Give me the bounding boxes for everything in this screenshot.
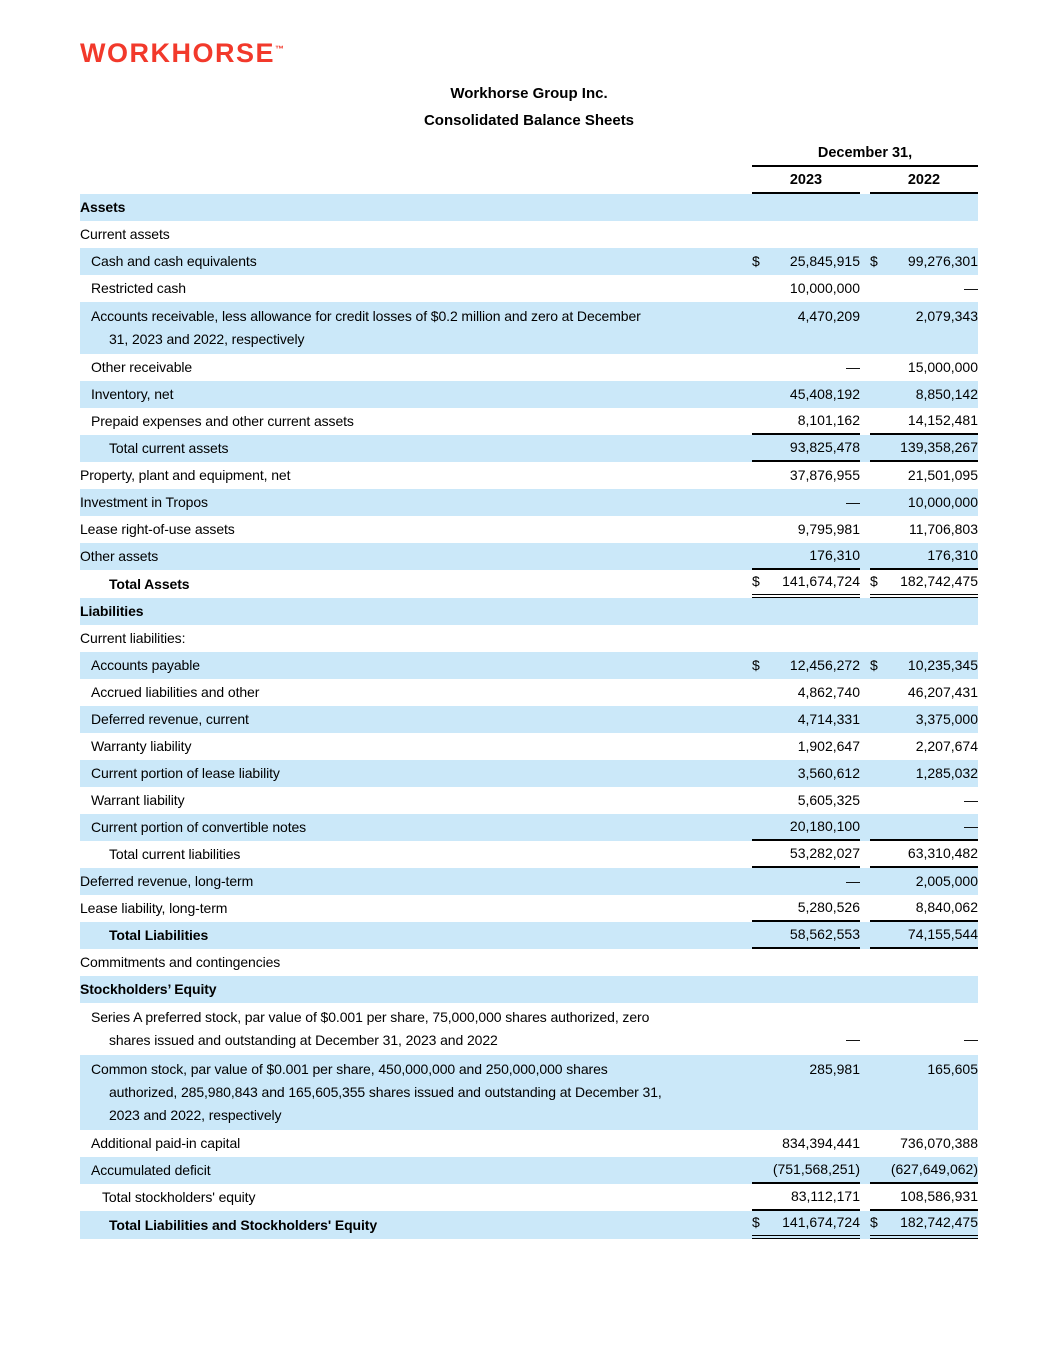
dollar-sign: $ — [870, 573, 878, 589]
amount-value: (627,649,062) — [890, 1160, 978, 1177]
row-label — [80, 1058, 742, 1127]
value-2022-cell — [870, 489, 978, 516]
amount-value: 21,501,095 — [907, 466, 978, 483]
header-spacer — [80, 130, 742, 167]
amount-value: 5,605,325 — [797, 791, 860, 808]
amount-value: 99,276,301 — [907, 252, 978, 269]
row-label-line: Investment in Tropos — [80, 494, 208, 510]
row-label — [80, 976, 742, 1003]
amount-value: 8,850,142 — [915, 385, 978, 402]
row-label-line: Commitments and contingencies — [80, 954, 281, 970]
row-label — [80, 1211, 742, 1239]
row-label-line: Liabilities — [80, 603, 144, 619]
amount-value: 53,282,027 — [789, 844, 860, 861]
row-label — [80, 543, 742, 570]
year-header-row — [80, 167, 978, 194]
row-label-line: Total Assets — [109, 575, 190, 592]
value-2023-cell — [752, 868, 860, 895]
value-2023-cell — [752, 706, 860, 733]
row-label-line: Cash and cash equivalents — [91, 253, 257, 269]
row-label-line: shares issued and outstanding at December 31, 2023 and 2022 — [109, 1032, 498, 1048]
value-2022-cell — [870, 1157, 978, 1184]
date-header: December 31, — [752, 144, 978, 167]
row-label-line: Total current assets — [109, 440, 229, 456]
amount-value: 3,375,000 — [915, 710, 978, 727]
row-label-line: 31, 2023 and 2022, respectively — [109, 331, 305, 347]
amount-value: 9,795,981 — [797, 520, 860, 537]
row-label-line: Deferred revenue, current — [91, 711, 249, 727]
row-label-line: Lease right-of-use assets — [80, 521, 235, 537]
amount-value: 182,742,475 — [900, 573, 978, 589]
amount-value: 2,079,343 — [915, 308, 978, 324]
value-2023-cell — [752, 462, 860, 489]
amount-value: — — [964, 817, 978, 834]
row-label — [80, 1157, 742, 1184]
table-row — [80, 760, 978, 787]
amount-value: 3,560,612 — [797, 764, 860, 781]
amount-value: 20,180,100 — [789, 817, 860, 834]
row-label — [80, 1006, 742, 1052]
value-2023-cell — [752, 733, 860, 760]
amount-value: 108,586,931 — [900, 1187, 978, 1204]
row-label — [80, 1130, 742, 1157]
table-row — [80, 976, 978, 1003]
amount-value: 141,674,724 — [782, 1214, 860, 1230]
row-label — [80, 814, 742, 841]
table-row — [80, 1211, 978, 1239]
row-label-line: Stockholders’ Equity — [80, 981, 217, 997]
table-row — [80, 841, 978, 868]
value-2022-cell — [870, 733, 978, 760]
row-label-line: Prepaid expenses and other current assets — [91, 413, 354, 429]
row-label-line: Common stock, par value of $0.001 per share, 450,000,000 and 250,000,000 shares — [91, 1061, 608, 1077]
amount-value: (751,568,251) — [772, 1160, 860, 1177]
value-2023-cell — [752, 922, 860, 949]
value-2023-cell — [752, 435, 860, 462]
value-2023-cell — [752, 652, 860, 679]
value-2022-cell — [870, 922, 978, 949]
amount-value: 8,840,062 — [915, 898, 978, 915]
amount-value: 10,000,000 — [907, 493, 978, 510]
table-row — [80, 625, 978, 652]
amount-value: 11,706,803 — [908, 520, 978, 537]
amount-value: — — [964, 791, 978, 808]
table-row — [80, 435, 978, 462]
value-2022-cell — [870, 679, 978, 706]
row-label-line: Total Liabilities — [109, 927, 209, 943]
row-label-line: Additional paid-in capital — [91, 1135, 241, 1151]
value-2023-cell — [752, 1211, 860, 1239]
value-2022-cell — [870, 1006, 978, 1052]
value-2022-cell — [870, 194, 978, 221]
value-2022-cell — [870, 706, 978, 733]
table-row — [80, 543, 978, 570]
value-2023-cell — [752, 516, 860, 543]
value-2023-cell — [752, 895, 860, 922]
table-row — [80, 570, 978, 598]
value-2023-cell — [752, 1184, 860, 1211]
value-2023-cell — [752, 625, 860, 652]
row-label — [80, 408, 742, 435]
row-label — [80, 679, 742, 706]
row-label — [80, 760, 742, 787]
row-label-line: Series A preferred stock, par value of $0.001 per share, 75,000,000 shares authorized, zero — [91, 1009, 650, 1025]
row-label-line: Accumulated deficit — [91, 1162, 211, 1178]
row-label-line: Accounts receivable, less allowance for credit losses of $0.2 million and zero at December — [91, 308, 641, 324]
value-2022-cell — [870, 435, 978, 462]
value-2022-cell — [870, 652, 978, 679]
value-2022-cell — [870, 598, 978, 625]
value-2023-cell — [752, 949, 860, 976]
table-row — [80, 1184, 978, 1211]
amount-value: 45,408,192 — [789, 385, 860, 402]
row-label-line: Deferred revenue, long-term — [80, 873, 254, 889]
row-label — [80, 354, 742, 381]
row-label — [80, 275, 742, 302]
amount-value: 15,000,000 — [907, 358, 978, 375]
table-row — [80, 679, 978, 706]
table-row — [80, 733, 978, 760]
value-2023-cell — [752, 814, 860, 841]
row-label — [80, 733, 742, 760]
value-2022-cell — [870, 787, 978, 814]
row-label — [80, 381, 742, 408]
amount-value: 93,825,478 — [789, 438, 860, 455]
value-2023-cell — [752, 381, 860, 408]
row-label — [80, 305, 742, 351]
amount-value: 8,101,162 — [797, 411, 860, 428]
amount-value: 141,674,724 — [782, 573, 860, 589]
amount-value: 139,358,267 — [900, 438, 978, 455]
value-2023-cell — [752, 1130, 860, 1157]
row-label — [80, 516, 742, 543]
row-label-line: Property, plant and equipment, net — [80, 467, 291, 483]
amount-value: 63,310,482 — [907, 844, 978, 861]
value-2022-cell — [870, 625, 978, 652]
amount-value: 14,152,481 — [907, 411, 978, 428]
amount-value: 4,470,209 — [797, 308, 860, 324]
amount-value: 285,981 — [809, 1061, 860, 1077]
value-2023-cell — [752, 679, 860, 706]
date-header-row — [80, 130, 978, 167]
row-label — [80, 570, 742, 598]
table-row — [80, 1055, 978, 1130]
amount-value: 37,876,955 — [789, 466, 860, 483]
value-2022-cell — [870, 1130, 978, 1157]
row-label-line: Current portion of convertible notes — [91, 819, 307, 835]
dollar-sign: $ — [752, 1214, 760, 1230]
table-row — [80, 868, 978, 895]
amount-value: 74,155,544 — [907, 925, 978, 942]
value-2023-cell — [752, 221, 860, 248]
value-2022-cell — [870, 275, 978, 302]
row-label — [80, 841, 742, 868]
value-2023-cell — [752, 1157, 860, 1184]
table-row — [80, 248, 978, 275]
value-2022-cell — [870, 1058, 978, 1127]
value-2022-cell — [870, 868, 978, 895]
amount-value: 182,742,475 — [900, 1214, 978, 1230]
value-2022-cell — [870, 462, 978, 489]
table-row — [80, 1157, 978, 1184]
dollar-sign: $ — [752, 252, 760, 269]
value-2022-cell — [870, 248, 978, 275]
value-2023-cell — [752, 598, 860, 625]
amount-value: — — [846, 1031, 860, 1047]
value-2022-cell — [870, 949, 978, 976]
row-label — [80, 435, 742, 462]
row-label-line: Other receivable — [91, 359, 193, 375]
value-2023-cell — [752, 976, 860, 1003]
value-2023-cell — [752, 408, 860, 435]
value-2022-cell — [870, 1184, 978, 1211]
value-2022-cell — [870, 516, 978, 543]
trademark-symbol: ™ — [275, 44, 284, 54]
dollar-sign: $ — [752, 573, 760, 589]
amount-value: 4,862,740 — [797, 683, 860, 700]
amount-value: 10,235,345 — [907, 656, 978, 673]
amount-value: 10,000,000 — [789, 279, 860, 296]
balance-sheet-table — [80, 130, 978, 1239]
value-2023-cell — [752, 489, 860, 516]
amount-value: 4,714,331 — [797, 710, 860, 727]
value-2023-cell — [752, 570, 860, 598]
value-2022-cell — [870, 760, 978, 787]
row-label — [80, 787, 742, 814]
amount-value: 834,394,441 — [782, 1134, 860, 1151]
amount-value: — — [964, 279, 978, 296]
amount-value: 1,285,032 — [915, 764, 978, 781]
value-2022-cell — [870, 895, 978, 922]
row-label — [80, 868, 742, 895]
table-row — [80, 922, 978, 949]
row-label-line: Total stockholders' equity — [102, 1189, 256, 1205]
row-label — [80, 895, 742, 922]
company-title: Workhorse Group Inc. — [450, 85, 608, 102]
table-row — [80, 598, 978, 625]
amount-value: — — [846, 358, 860, 375]
row-label-line: Assets — [80, 199, 126, 215]
table-row — [80, 221, 978, 248]
amount-value: 12,456,272 — [789, 656, 860, 673]
value-2022-cell — [870, 1211, 978, 1239]
col-header-2022: 2022 — [870, 167, 978, 194]
dollar-sign: $ — [752, 656, 760, 673]
table-row — [80, 1130, 978, 1157]
row-label — [80, 1184, 742, 1211]
dollar-sign: $ — [870, 252, 878, 269]
table-row — [80, 1003, 978, 1055]
row-label-line: Lease liability, long-term — [80, 900, 228, 916]
row-label — [80, 706, 742, 733]
row-label — [80, 949, 742, 976]
row-label — [80, 652, 742, 679]
row-label-line: Accounts payable — [91, 657, 200, 673]
amount-value: 2,207,674 — [915, 737, 978, 754]
value-2022-cell — [870, 543, 978, 570]
col-header-2023: 2023 — [752, 167, 860, 194]
value-2022-cell — [870, 221, 978, 248]
table-row — [80, 194, 978, 221]
row-label-line: Warrant liability — [91, 792, 185, 808]
amount-value: 1,902,647 — [797, 737, 860, 754]
table-row — [80, 381, 978, 408]
amount-value: 176,310 — [809, 546, 860, 563]
amount-value: — — [846, 493, 860, 510]
amount-value: 46,207,431 — [907, 683, 978, 700]
value-2023-cell — [752, 248, 860, 275]
value-2022-cell — [870, 976, 978, 1003]
row-label-line: Restricted cash — [91, 280, 186, 296]
workhorse-logo — [80, 34, 978, 68]
table-row — [80, 354, 978, 381]
table-row — [80, 895, 978, 922]
row-label-line: Inventory, net — [91, 386, 174, 402]
dollar-sign: $ — [870, 1214, 878, 1230]
amount-value: 25,845,915 — [789, 252, 860, 269]
amount-value: — — [846, 872, 860, 889]
row-label — [80, 462, 742, 489]
table-row — [80, 489, 978, 516]
value-2023-cell — [752, 1058, 860, 1127]
value-2022-cell — [870, 381, 978, 408]
row-label — [80, 625, 742, 652]
amount-value: 736,070,388 — [900, 1134, 978, 1151]
row-label-line: Current assets — [80, 226, 170, 242]
table-row — [80, 408, 978, 435]
value-2023-cell — [752, 305, 860, 351]
value-2022-cell — [870, 305, 978, 351]
row-label — [80, 248, 742, 275]
value-2023-cell — [752, 841, 860, 868]
value-2023-cell — [752, 760, 860, 787]
row-label-line: 2023 and 2022, respectively — [109, 1107, 282, 1123]
row-label — [80, 489, 742, 516]
amount-value: 58,562,553 — [789, 925, 860, 942]
value-2023-cell — [752, 787, 860, 814]
value-2022-cell — [870, 408, 978, 435]
logo-text: WORKHORSE — [80, 38, 275, 68]
row-label — [80, 194, 742, 221]
table-row — [80, 516, 978, 543]
amount-value: 83,112,171 — [790, 1187, 860, 1204]
dollar-sign: $ — [870, 656, 878, 673]
table-row — [80, 814, 978, 841]
table-row — [80, 302, 978, 354]
header-spacer — [80, 167, 742, 194]
row-label-line: Warranty liability — [91, 738, 192, 754]
report-title: Consolidated Balance Sheets — [423, 112, 635, 129]
value-2022-cell — [870, 570, 978, 598]
row-label-line: Total Liabilities and Stockholders' Equity — [109, 1216, 378, 1233]
amount-value: 5,280,526 — [797, 898, 860, 915]
row-label-line: Current liabilities: — [80, 630, 186, 646]
row-label-line: Other assets — [80, 548, 159, 564]
amount-value: — — [964, 1031, 978, 1047]
value-2023-cell — [752, 1006, 860, 1052]
value-2022-cell — [870, 354, 978, 381]
row-label-line: Accrued liabilities and other — [91, 684, 260, 700]
table-row — [80, 949, 978, 976]
row-label-line: authorized, 285,980,843 and 165,605,355 shares issued and outstanding at December 31, — [109, 1084, 662, 1100]
row-label-line: Total current liabilities — [109, 846, 241, 862]
amount-value: 165,605 — [927, 1061, 978, 1077]
table-row — [80, 652, 978, 679]
amount-value: 176,310 — [927, 546, 978, 563]
value-2023-cell — [752, 543, 860, 570]
table-row — [80, 787, 978, 814]
table-row — [80, 462, 978, 489]
row-label — [80, 922, 742, 949]
table-row — [80, 275, 978, 302]
row-label — [80, 221, 742, 248]
value-2022-cell — [870, 814, 978, 841]
value-2023-cell — [752, 194, 860, 221]
value-2022-cell — [870, 841, 978, 868]
row-label-line: Current portion of lease liability — [91, 765, 280, 781]
value-2023-cell — [752, 275, 860, 302]
table-row — [80, 706, 978, 733]
row-label — [80, 598, 742, 625]
balance-table-body — [80, 194, 978, 1239]
value-2023-cell — [752, 354, 860, 381]
amount-value: 2,005,000 — [915, 872, 978, 889]
